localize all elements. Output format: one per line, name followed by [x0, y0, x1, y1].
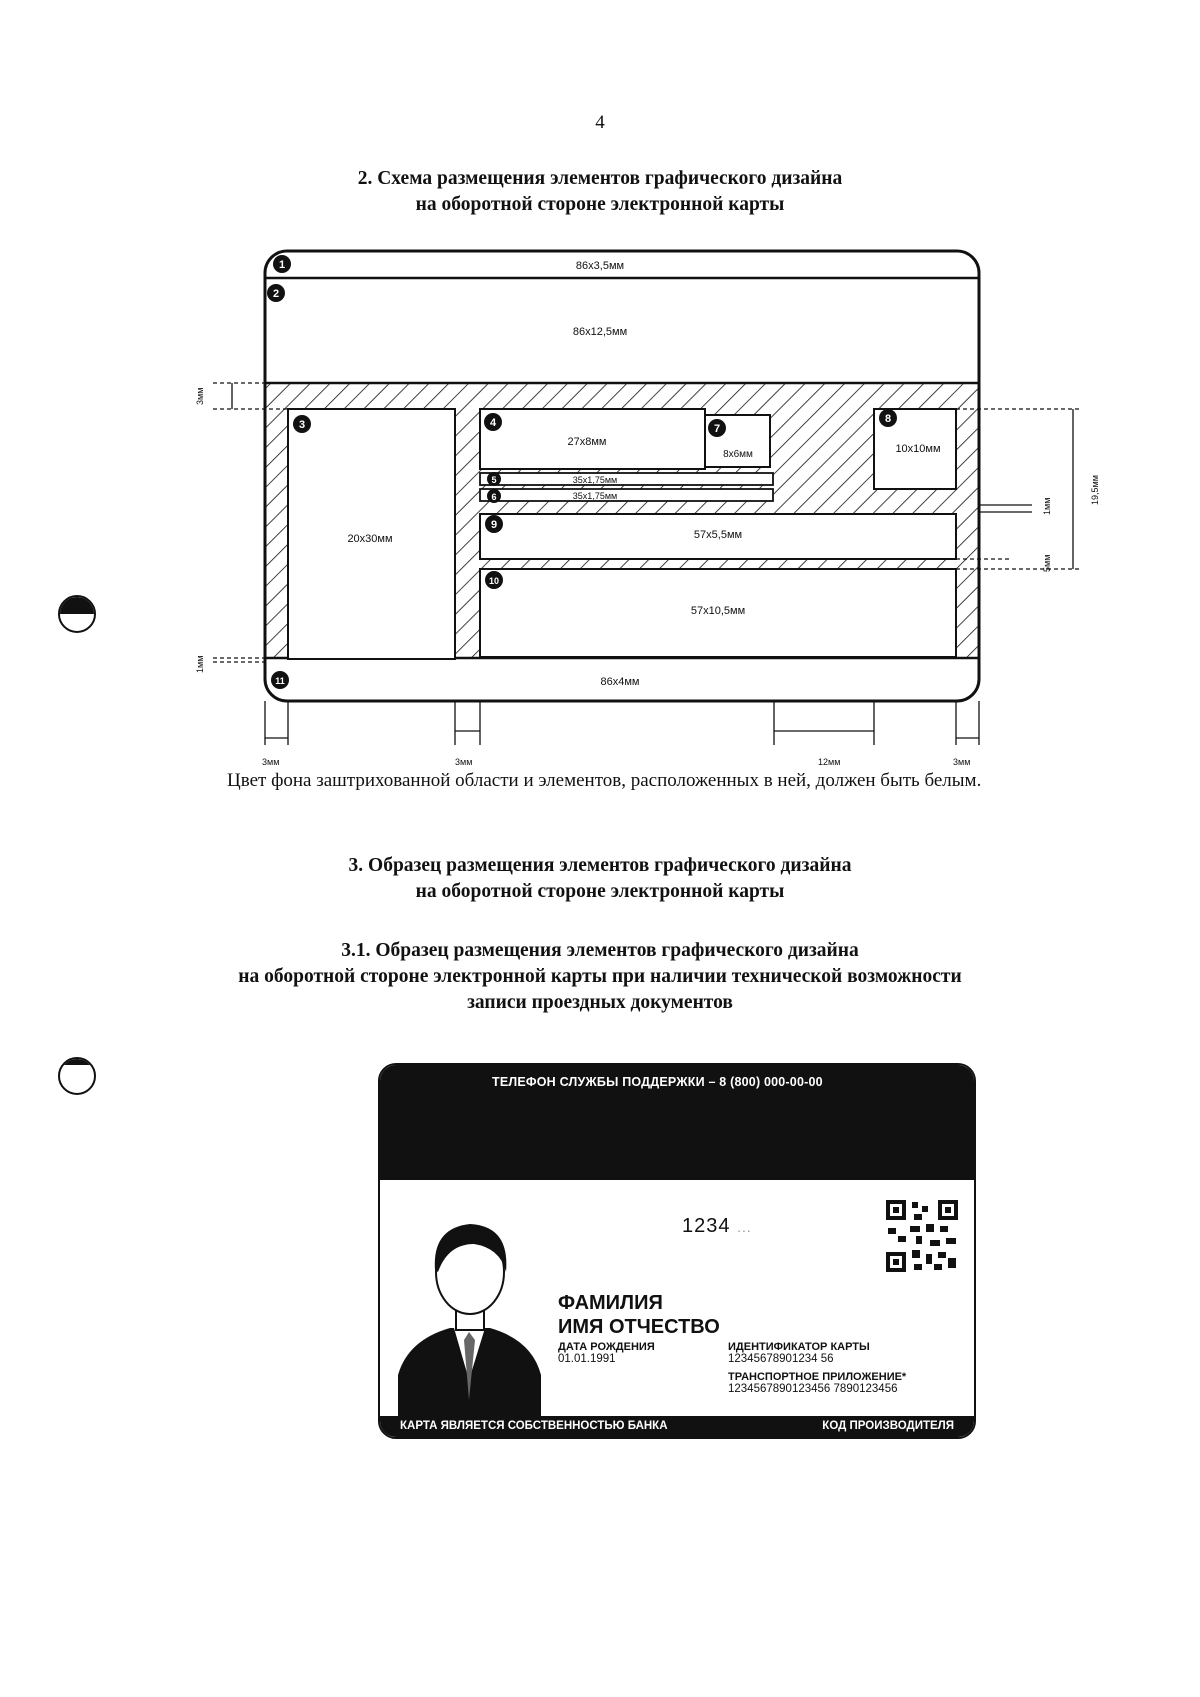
scheme-label-1: 86х3,5мм	[575, 260, 625, 272]
scheme-label-2: 86х12,5мм	[572, 326, 628, 338]
scheme-badge-8	[879, 409, 897, 427]
svg-text:3: 3	[298, 419, 306, 431]
svg-text:11: 11	[275, 676, 285, 686]
page-number: 4	[595, 112, 605, 133]
scheme-dim-right-tall: 19,5мм	[1090, 475, 1100, 505]
birth-date-block	[558, 1341, 655, 1365]
background-color-note: Цвет фона заштрихованной области и элементов, расположенных в ней, должен быть белым.	[227, 770, 982, 791]
scheme-label-5: 35х1,75мм	[572, 475, 618, 485]
scheme-label-3: 20х30мм	[347, 533, 393, 545]
binder-hole-top	[58, 595, 96, 633]
holder-surname: ФАМИЛИЯ	[558, 1292, 663, 1314]
scheme-dim-bottom-mid: 3мм	[455, 757, 473, 767]
support-phone: ТЕЛЕФОН СЛУЖБЫ ПОДДЕРЖКИ – 8 (800) 000-00-00	[492, 1075, 823, 1089]
scheme-badge-11	[271, 671, 289, 689]
section-3-1-title-line-2: на оборотной стороне электронной карты при наличии технической возможности	[238, 966, 962, 987]
scheme-element-6	[480, 489, 773, 501]
card-number: 1234 ...	[682, 1215, 752, 1237]
transport-app-label: ТРАНСПОРТНОЕ ПРИЛОЖЕНИЕ*	[728, 1371, 907, 1383]
scheme-label-9: 57х5,5мм	[693, 529, 743, 541]
scheme-label-7: 8х6мм	[723, 449, 753, 460]
scheme-dim-right-mid: 1мм	[1042, 497, 1052, 515]
binder-hole-bottom	[58, 1057, 96, 1095]
scheme-badge-4	[484, 413, 502, 431]
section-3-1-title	[0, 938, 1200, 1016]
scheme-badge-2	[267, 284, 285, 302]
section-2-title-line-2: на оборотной стороне электронной карты	[415, 194, 785, 215]
section-3-title-line-2: на оборотной стороне электронной карты	[415, 881, 785, 902]
section-3-1-title-line-3: записи проездных документов	[467, 992, 733, 1013]
sample-card-back	[378, 1063, 976, 1439]
holder-photo	[398, 1200, 541, 1418]
qr-code-icon	[886, 1200, 958, 1272]
scheme-label-6: 35х1,75мм	[572, 491, 618, 501]
scheme-badge-7	[708, 419, 726, 437]
svg-text:4: 4	[489, 417, 497, 429]
person-silhouette-icon	[398, 1200, 541, 1418]
section-3-1-title-line-1: 3.1. Образец размещения элементов графического дизайна	[341, 940, 859, 961]
scheme-element-5	[480, 473, 773, 485]
manufacturer-code: КОД ПРОИЗВОДИТЕЛЯ	[822, 1420, 954, 1432]
scheme-dim-bottom-left: 3мм	[262, 757, 280, 767]
svg-text:5: 5	[491, 475, 497, 485]
card-id-value: 12345678901234 56	[728, 1353, 834, 1365]
card-id-block	[728, 1341, 906, 1395]
card-id-label: ИДЕНТИФИКАТОР КАРТЫ	[728, 1341, 870, 1353]
scheme-label-11: 86х4мм	[600, 676, 640, 688]
scheme-dim-bottom-right-a: 12мм	[818, 757, 841, 767]
scheme-dim-bottom-right-b: 3мм	[953, 757, 971, 767]
svg-text:7: 7	[713, 423, 721, 435]
transport-app-value: 1234567890123456 7890123456	[728, 1383, 898, 1395]
scheme-dim-left-top: 3мм	[195, 387, 205, 405]
scheme-label-4: 27х8мм	[567, 436, 607, 448]
section-3-title	[0, 853, 1200, 905]
scheme-dim-right-low: 5мм	[1042, 554, 1052, 572]
scheme-dim-left-bottom: 1мм	[195, 655, 205, 673]
section-2-title-line-1: 2. Схема размещения элементов графического дизайна	[357, 168, 843, 189]
ownership-notice: КАРТА ЯВЛЯЕТСЯ СОБСТВЕННОСТЬЮ БАНКА	[400, 1420, 668, 1432]
card-magnetic-stripe	[380, 1065, 974, 1180]
svg-text:8: 8	[884, 413, 892, 425]
section-3-title-line-1: 3. Образец размещения элементов графического дизайна	[348, 855, 852, 876]
svg-text:2: 2	[272, 288, 280, 300]
scheme-badge-5	[487, 472, 501, 486]
card-layout-scheme	[0, 0, 1200, 780]
scheme-badge-6	[487, 489, 501, 503]
svg-text:9: 9	[490, 519, 498, 531]
holder-given-names: ИМЯ ОТЧЕСТВО	[558, 1316, 720, 1338]
scheme-label-10: 57х10,5мм	[690, 605, 746, 617]
card-bottom-strip	[380, 1416, 974, 1437]
scheme-badge-3	[293, 415, 311, 433]
svg-text:10: 10	[488, 576, 500, 586]
scheme-badge-1	[273, 255, 291, 273]
svg-text:1: 1	[278, 259, 286, 271]
birth-date-label: ДАТА РОЖДЕНИЯ	[558, 1341, 655, 1353]
scheme-badge-9	[485, 515, 503, 533]
scheme-badge-10	[485, 571, 503, 589]
svg-text:6: 6	[491, 492, 497, 502]
holder-name	[558, 1291, 720, 1339]
scheme-label-8: 10х10мм	[895, 443, 941, 455]
birth-date-value: 01.01.1991	[558, 1353, 616, 1365]
